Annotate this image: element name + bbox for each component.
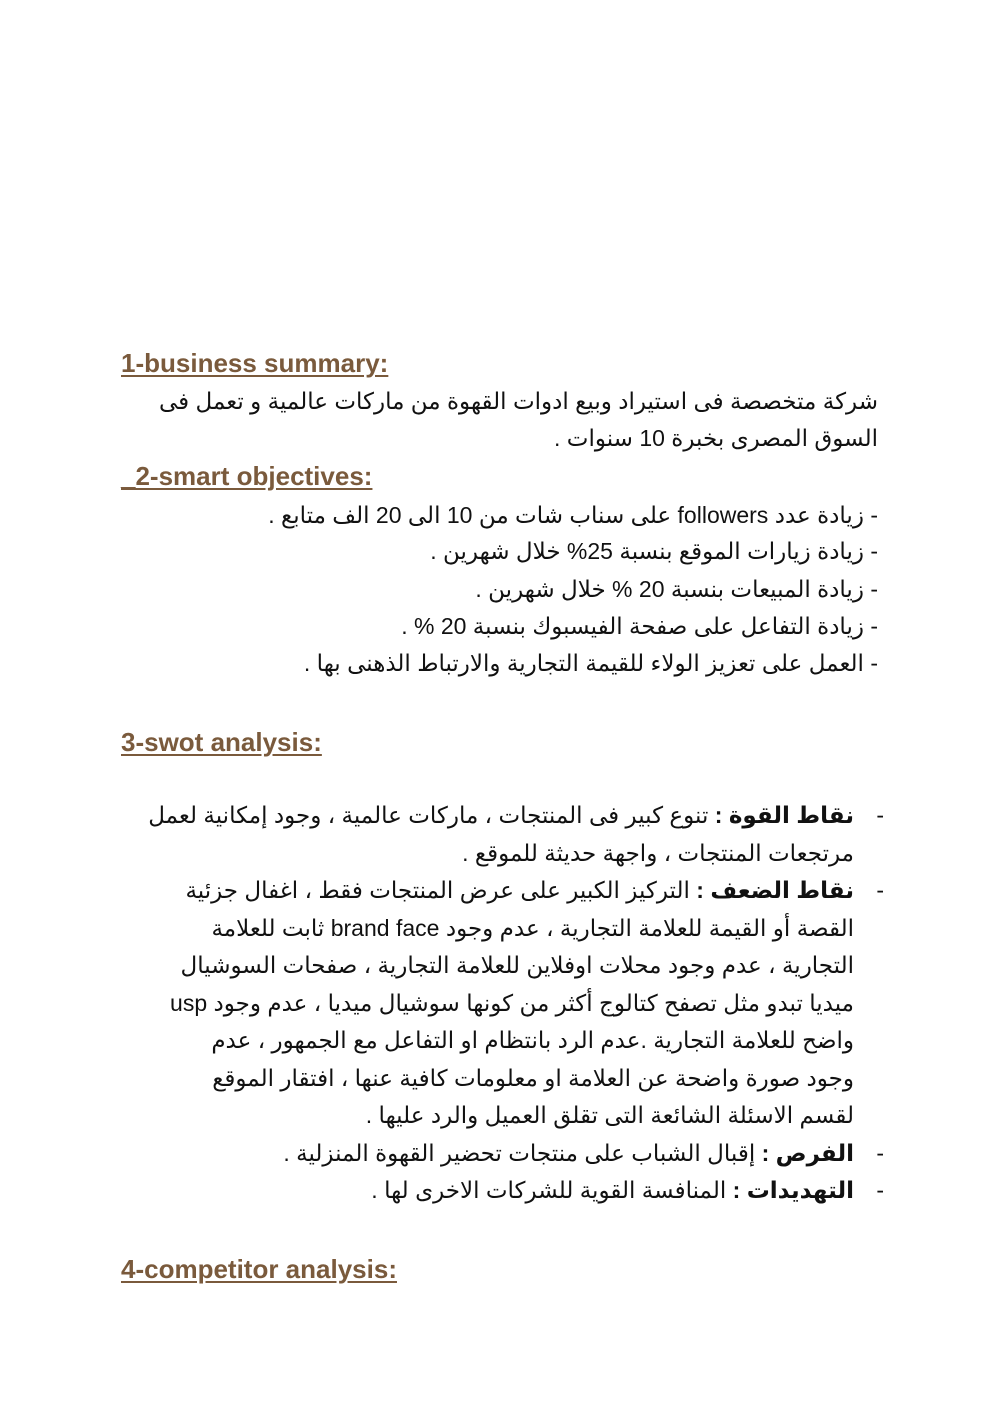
objective-item: - زيادة زيارات الموقع بنسبة 25% خلال شهرين . [430,538,878,564]
smart-objectives-heading: _2-smart objectives: [121,461,373,491]
swot-text: القصة أو القيمة للعلامة التجارية ، عدم وجود brand face ثابت للعلامة [211,914,854,941]
business-summary-line-1: شركة متخصصة فى استيراد وبيع ادوات القهوة من ماركات عالمية و تعمل فى [159,388,878,414]
bullet-dash: - [876,1140,884,1166]
competitor-analysis-heading: 4-competitor analysis: [121,1254,397,1284]
business-summary-heading: 1-business summary: [121,348,389,378]
swot-label: نقاط الضعف : [696,877,854,903]
bullet-dash: - [876,802,884,828]
swot-weaknesses [154,872,884,1135]
swot-text: التركيز الكبير على عرض المنتجات فقط ، اغفال جزئية [185,877,697,903]
objective-item: - زيادة المبيعات بنسبة 20 % خلال شهرين . [475,576,878,602]
swot-text: المنافسة القوية للشركات الاخرى لها . [371,1177,733,1203]
swot-label: الفرص : [761,1140,854,1166]
swot-text: إقبال الشباب على منتجات تحضير القهوة المنزلية . [283,1140,762,1166]
swot-label: التهديدات : [732,1177,854,1203]
swot-heading: 3-swot analysis: [121,727,322,757]
objective-item: - العمل على تعزيز الولاء للقيمة التجارية والارتباط الذهنى بها . [303,650,878,676]
objective-item: - زيادة التفاعل على صفحة الفيسبوك بنسبة 20 % . [401,613,878,639]
swot-text: لقسم الاسئلة الشائعة التى تقلق العميل والرد عليها . [365,1102,854,1128]
swot-text: مرتجعات المنتجات ، واجهة حديثة للموقع . [462,839,854,866]
swot-threats [154,1172,884,1210]
business-summary-line-2: السوق المصرى بخبرة 10 سنوات . [554,425,878,451]
swot-text: وجود صورة واضحة عن العلامة او معلومات كافية عنها ، افتقار الموقع [212,1064,854,1091]
objective-item: - زيادة عدد followers على سناب شات من 10 الى 20 الف متابع . [268,502,878,528]
bullet-dash: - [876,1177,884,1203]
bullet-dash: - [876,877,884,903]
swot-text: واضح للعلامة التجارية .عدم الرد بانتظام او التفاعل مع الجمهور ، عدم [211,1027,854,1053]
swot-text: التجارية ، عدم وجود محلات اوفلاين للعلامة التجارية ، صفحات السوشيال [180,952,854,978]
swot-opportunities [154,1135,884,1173]
swot-label: نقاط القوة : [714,802,854,828]
swot-text: تنوع كبير فى المنتجات ، ماركات عالمية ، وجود إمكانية لعمل [148,802,715,828]
swot-strengths [148,797,884,872]
swot-text: ميديا تبدو مثل تصفح كتالوج أكثر من كونها سوشيال ميديا ، عدم وجود usp [170,989,854,1016]
